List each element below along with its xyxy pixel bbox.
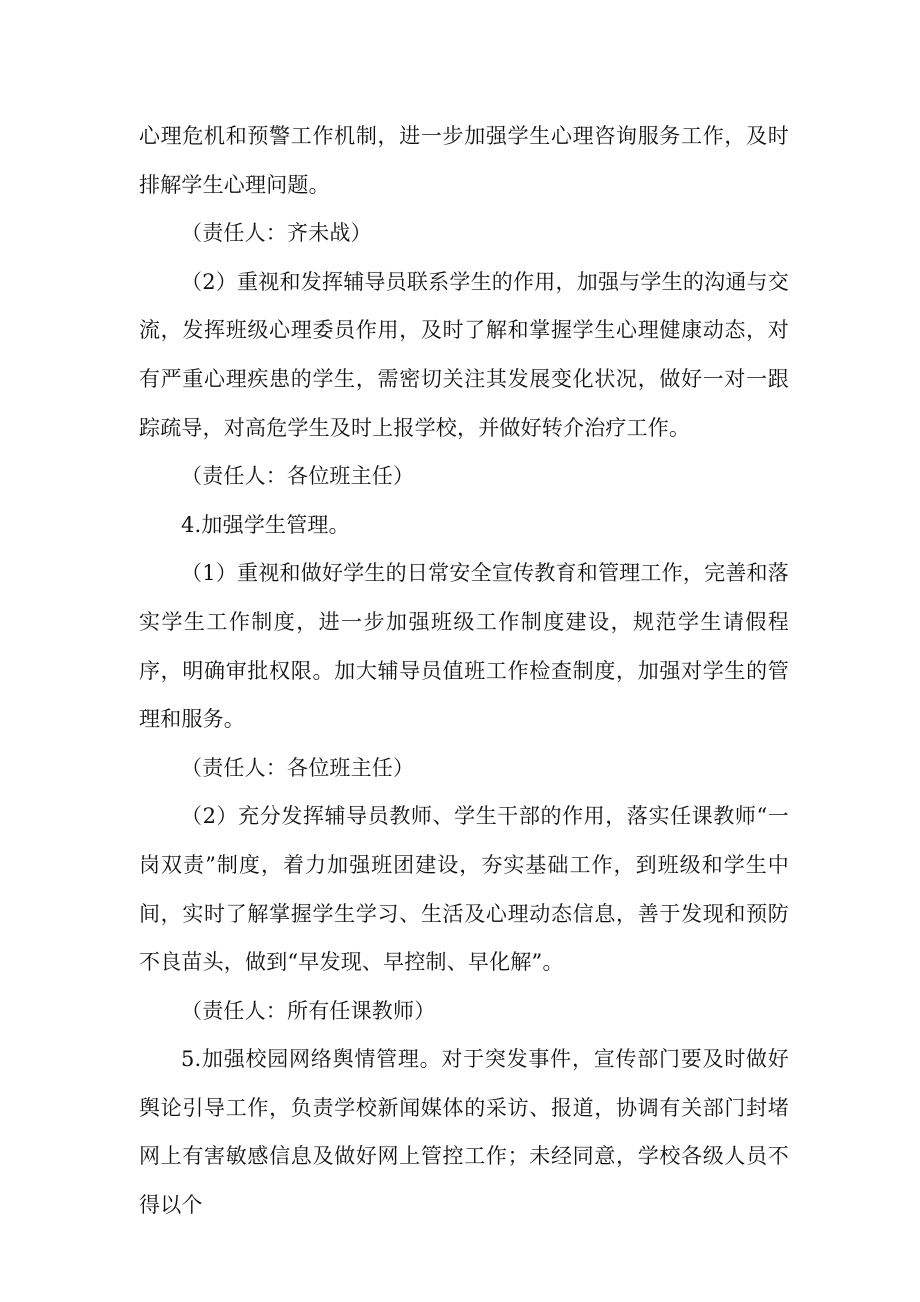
paragraph-teacher-dual-responsibility: （2）充分发挥辅导员教师、学生干部的作用，落实任课教师“一岗双责”制度，着力加强班团建设，夯实基础工作，到班级和学生中间，实时了解掌握学生学习、生活及心理动态信息，善于发现和预防不良苗头，做到“早发现、早控制、早化解”。 [139, 804, 789, 975]
paragraph-responsible-class-teachers-2: （责任人：各位班主任） [181, 755, 415, 780]
document-body [139, 112, 789, 1230]
paragraph-network-opinion: 5.加强校园网络舆情管理。对于突发事件，宣传部门要及时做好舆论引导工作，负责学校新闻媒体的采访、报道，协调有关部门封堵网上有害敏感信息及做好网上管控工作；未经同意，学校各级人员不得以个 [139, 1047, 789, 1218]
paragraph-responsible-all-teachers: （责任人：所有任课教师） [181, 998, 436, 1023]
paragraph-crisis-mechanism: 心理危机和预警工作机制，进一步加强学生心理咨询服务工作，及时排解学生心理问题。 [139, 124, 789, 197]
paragraph-counselor-role: （2）重视和发挥辅导员联系学生的作用，加强与学生的沟通与交流，发挥班级心理委员作用，及时了解和掌握学生心理健康动态，对有严重心理疾患的学生，需密切关注其发展变化状况，做好一对一跟踪疏导，对高危学生及时上报学校，并做好转介治疗工作。 [139, 269, 789, 440]
paragraph-responsible-qi: （责任人：齐未战） [181, 221, 372, 246]
paragraph-responsible-class-teachers-1: （责任人：各位班主任） [181, 464, 415, 489]
paragraph-safety-education: （1）重视和做好学生的日常安全宣传教育和管理工作，完善和落实学生工作制度，进一步加强班级工作制度建设，规范学生请假程序，明确审批权限。加大辅导员值班工作检查制度，加强对学生的管理和服务。 [139, 561, 789, 732]
paragraph-heading-student-management: 4.加强学生管理。 [181, 512, 350, 537]
